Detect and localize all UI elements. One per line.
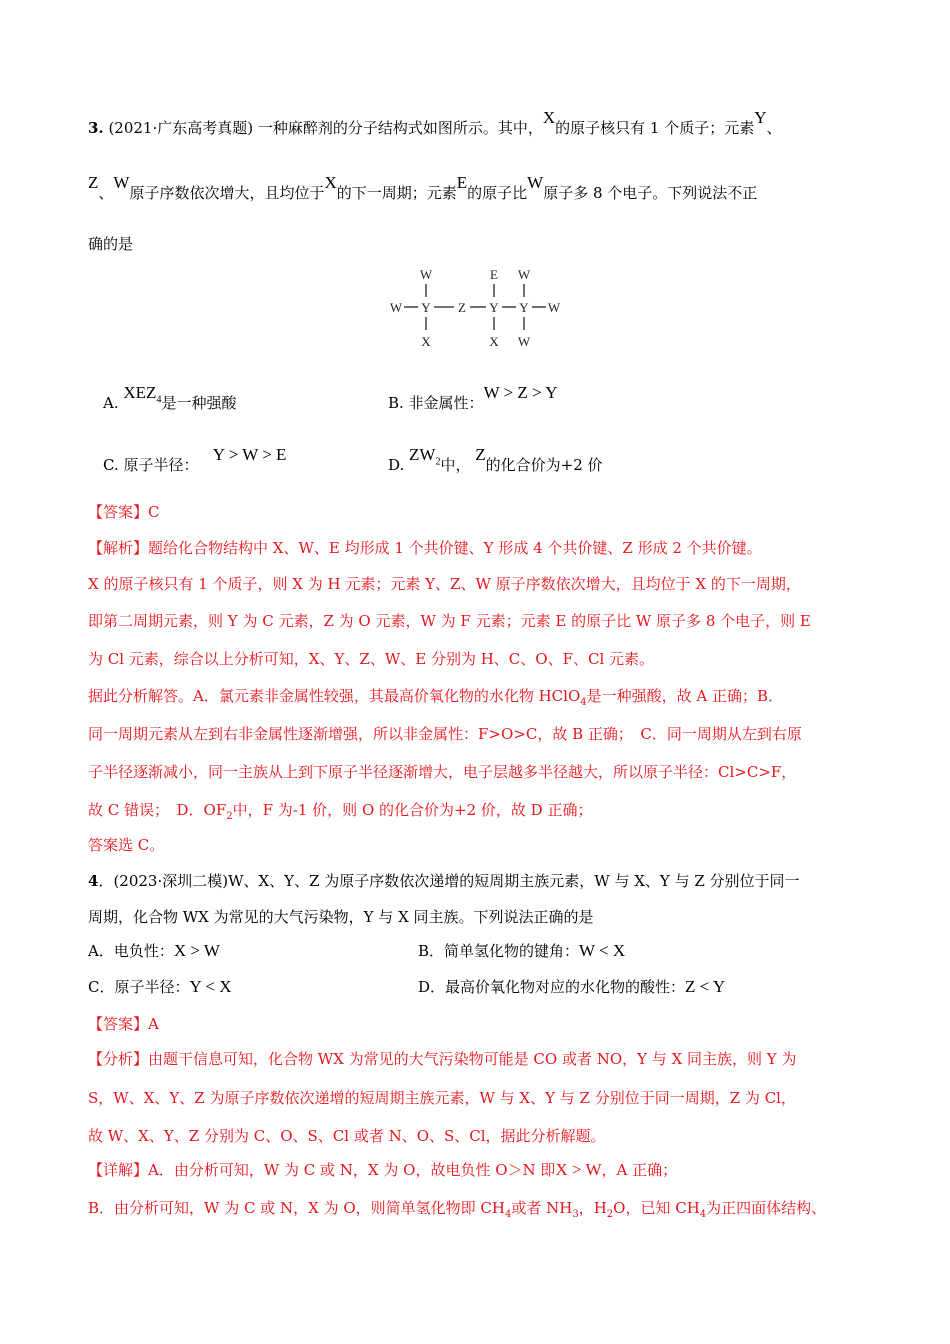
q4-option-b: B．简单氢化物的键角：W < X xyxy=(418,941,626,960)
q3-analysis-6: 同一周期元素从左到右非金属性逐渐增强，所以非金属性：F>O>C，故 B 正确； C．同一周期从左到右原 xyxy=(88,725,802,743)
atom-top-1: W xyxy=(419,267,433,282)
q4-detail-1: 【详解】A．由分析可知，W 为 C 或 N，X 为 O，故电负性 O＞N 即X > W，A 正确； xyxy=(88,1160,678,1179)
atom-mid-2: Y xyxy=(421,300,431,315)
q4-line-1: 4．(2023·深圳二模)W、X、Y、Z 为原子序数依次递增的短周期主族元素，W 与 X、Y 与 Z 分别位于同一 xyxy=(88,872,800,890)
q3-analysis-8: 故 C 错误； D．$OF_2$中，F 为-1 价，则 O 的化合价为+2 价，故 D 正确； xyxy=(88,801,593,822)
q4-analysis-2: S，W、X、Y、Z 为原子序数依次递增的短周期主族元素，W 与 X、Y 与 Z 分别位于同一周期，Z 为 Cl， xyxy=(88,1089,796,1107)
atom-mid-1: W xyxy=(389,300,403,315)
atom-mid-4: Y xyxy=(489,300,499,315)
q3-line-3: 确的是 xyxy=(88,235,134,253)
q4-line-2: 周期，化合物 WX 为常见的大气污染物，Y 与 X 同主族。下列说法正确的是 xyxy=(88,908,594,926)
q4-answer: 【答案】A xyxy=(88,1015,159,1033)
q3-analysis-7: 子半径逐渐减小，同一主族从上到下原子半径逐渐增大，电子层越多半径越大，所以原子半径：Cl>C>F， xyxy=(88,763,797,781)
q3-analysis-3: 即第二周期元素，则 Y 为 C 元素，Z 为 O 元素，W 为 F 元素；元素 E 的原子比 W 原子多 8 个电子，则 E xyxy=(88,612,811,630)
q4-option-c: C．原子半径：Y < X xyxy=(88,977,232,996)
q3-answer: 【答案】C xyxy=(88,503,160,521)
q3-analysis-1: 【解析】题给化合物结构中 X、W、E 均形成 1 个共价键、Y 形成 4 个共价键、Z 形成 2 个共价键。 xyxy=(88,539,762,557)
atom-bot-1: X xyxy=(421,334,431,349)
q3-analysis-4: 为 Cl 元素，综合以上分析可知，X、Y、Z、W、E 分别为 H、C、O、F、Cl 元素。 xyxy=(88,650,655,668)
q3-analysis-5: 据此分析解答。A．氯元素非金属性较强，其最高价氧化物的水化物 HClO$_4$是一种强酸，故 A 正确；B． xyxy=(88,687,784,708)
atom-mid-3: Z xyxy=(458,300,466,315)
q3-option-c: C. 原子半径： Y > W > E xyxy=(103,445,287,474)
q4-detail-2: B．由分析可知，W 为 C 或 N，X 为 O，则简单氢化物即 $CH_4$或者 $NH_3$，$H_2O$，已知 $CH_4$为正四面体结构、 xyxy=(88,1199,827,1220)
q4-number: 4 xyxy=(88,872,99,890)
q4-analysis-3: 故 W、X、Y、Z 分别为 C、O、S、Cl 或者 N、O、S、Cl，据此分析解题。 xyxy=(88,1127,606,1145)
q3-option-a: A. $XEZ_4$是一种强酸 xyxy=(103,383,237,412)
atom-bot-2: X xyxy=(489,334,499,349)
q3-line-1: 3. (2021·广东高考真题) 一种麻醉剂的分子结构式如图所示。其中，X的原子核只有 1 个质子；元素Y、 xyxy=(88,108,782,137)
atom-mid-5: Y xyxy=(519,300,529,315)
molecular-structure-figure xyxy=(382,262,582,352)
atom-bot-3: W xyxy=(517,334,531,349)
q3-analysis-2: X 的原子核只有 1 个质子，则 X 为 H 元素；元素 Y、Z、W 原子序数依次增大，且均位于 X 的下一周期， xyxy=(88,575,801,593)
q3-option-d: D. $ZW_2$中， Z的化合价为+2 价 xyxy=(388,445,603,474)
q4-option-a: A．电负性：X > W xyxy=(88,941,220,960)
q3-option-b: B. 非金属性：W > Z > Y xyxy=(388,383,558,412)
q3-number: 3. xyxy=(88,119,104,137)
q4-option-d: D．最高价氧化物对应的水化物的酸性：Z < Y xyxy=(418,977,726,996)
atom-top-3: W xyxy=(517,267,531,282)
q3-analysis-9: 答案选 C。 xyxy=(88,836,165,854)
q3-line-2: Z、W原子序数依次增大，且均位于X的下一周期；元素E的原子比W原子多 8 个电子。下列说法不正 xyxy=(88,173,758,202)
atom-top-2: E xyxy=(490,267,498,282)
q4-analysis-1: 【分析】由题干信息可知，化合物 WX 为常见的大气污染物可能是 CO 或者 NO，Y 与 X 同主族，则 Y 为 xyxy=(88,1050,797,1068)
atom-mid-6: W xyxy=(547,300,561,315)
